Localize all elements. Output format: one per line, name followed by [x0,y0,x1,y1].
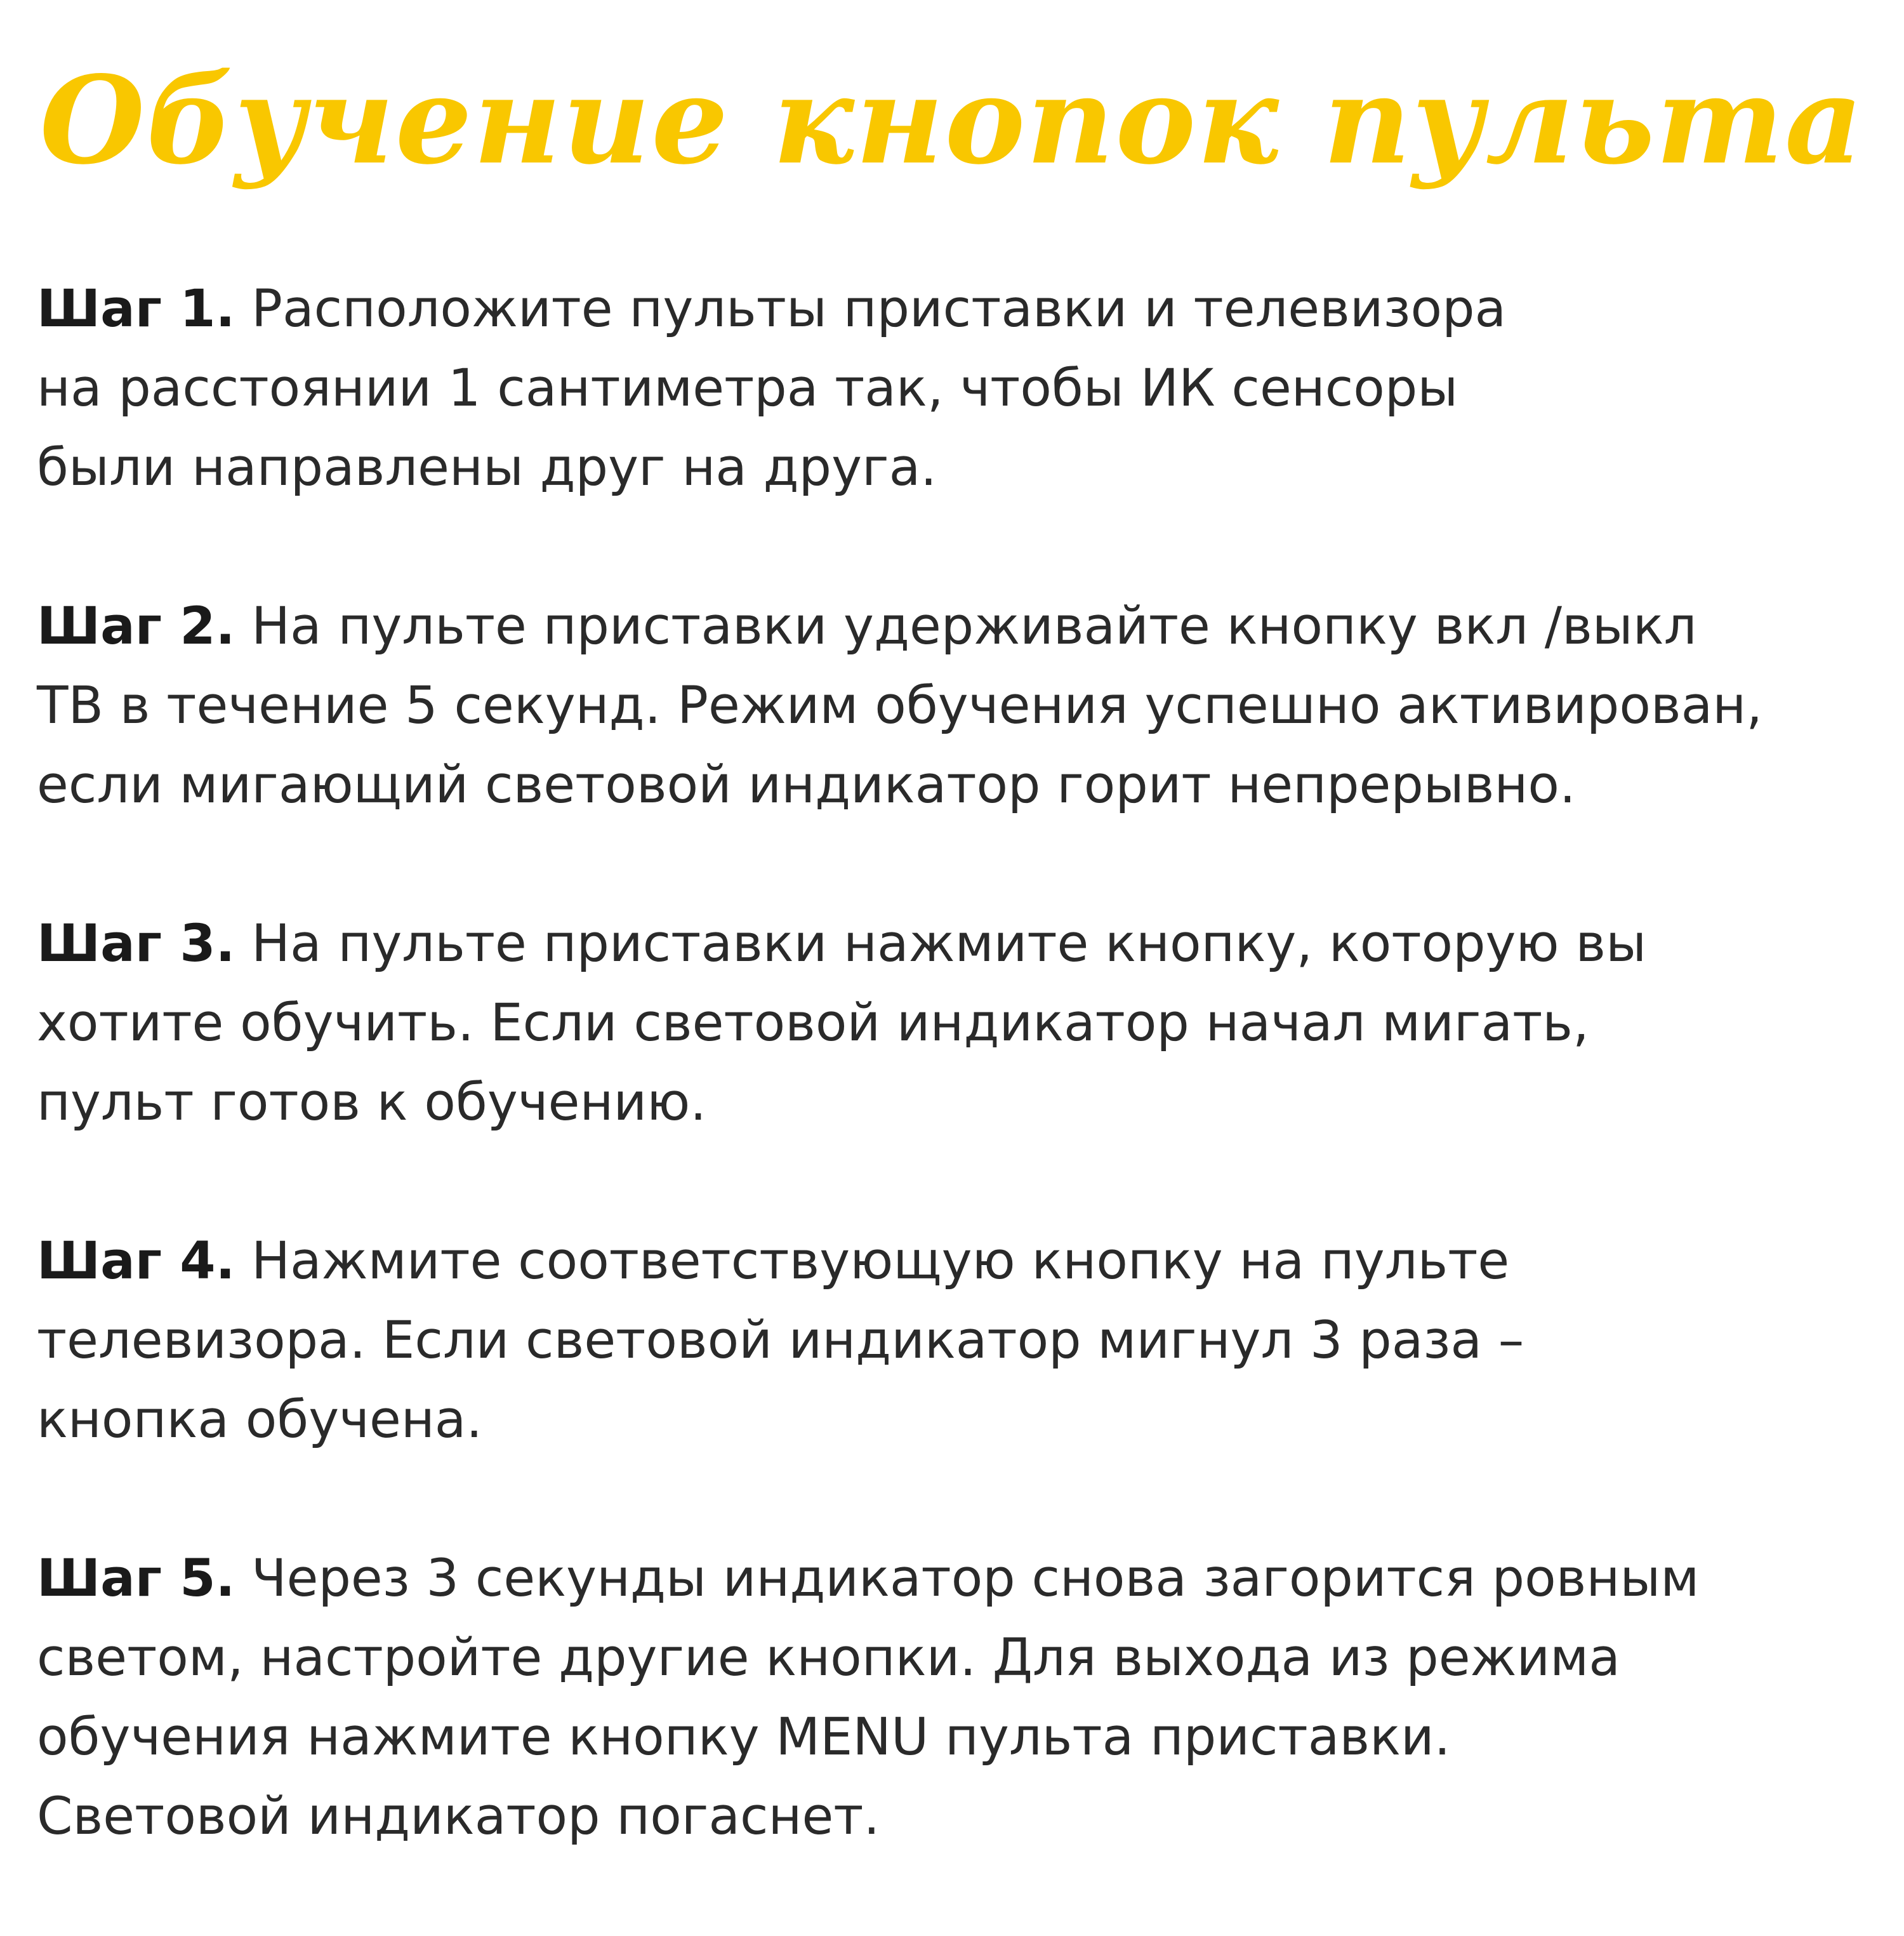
step-line: ТВ в течение 5 секунд. Режим обучения успешно активирован, [37,676,1762,736]
page-title: Обучение кнопок пульта [39,50,1865,191]
step-line [37,270,1896,349]
step-line: кнопка обучена. [37,1390,483,1450]
steps-list [37,270,1896,1936]
step-line [37,905,1896,984]
step-text: На пульте приставки удерживайте кнопку вкл /выкл [235,597,1697,656]
step-line: если мигающий световой индикатор горит непрерывно. [37,755,1576,815]
step-label: Шаг 2. [37,597,235,656]
step-line [37,1539,1896,1619]
step-line [37,1222,1896,1301]
step-1 [37,270,1896,508]
step-line: телевизора. Если световой индикатор мигнул 3 раза – [37,1311,1524,1370]
step-line: пульт готов к обучению. [37,1073,707,1132]
step-line: обучения нажмите кнопку MENU пульта приставки. [37,1707,1451,1767]
step-line: Световой индикатор погаснет. [37,1787,880,1846]
step-3 [37,905,1896,1143]
step-line [37,587,1896,666]
step-label: Шаг 4. [37,1231,235,1291]
step-label: Шаг 5. [37,1549,235,1608]
step-4 [37,1222,1896,1460]
step-label: Шаг 3. [37,914,235,974]
step-line: были направлены друг на друга. [37,438,937,498]
step-5 [37,1539,1896,1857]
step-text: Нажмите соответствующую кнопку на пульте [235,1231,1510,1291]
step-line: на расстоянии 1 сантиметра так, чтобы ИК сенсоры [37,359,1458,418]
step-text: На пульте приставки нажмите кнопку, которую вы [235,914,1647,974]
step-label: Шаг 1. [37,279,235,339]
step-line: светом, настройте другие кнопки. Для выхода из режима [37,1628,1620,1688]
step-text: Расположите пульты приставки и телевизора [235,279,1507,339]
step-line: хотите обучить. Если световой индикатор начал мигать, [37,993,1589,1053]
step-text: Через 3 секунды индикатор снова загорится ровным [235,1549,1700,1608]
step-2 [37,587,1896,825]
